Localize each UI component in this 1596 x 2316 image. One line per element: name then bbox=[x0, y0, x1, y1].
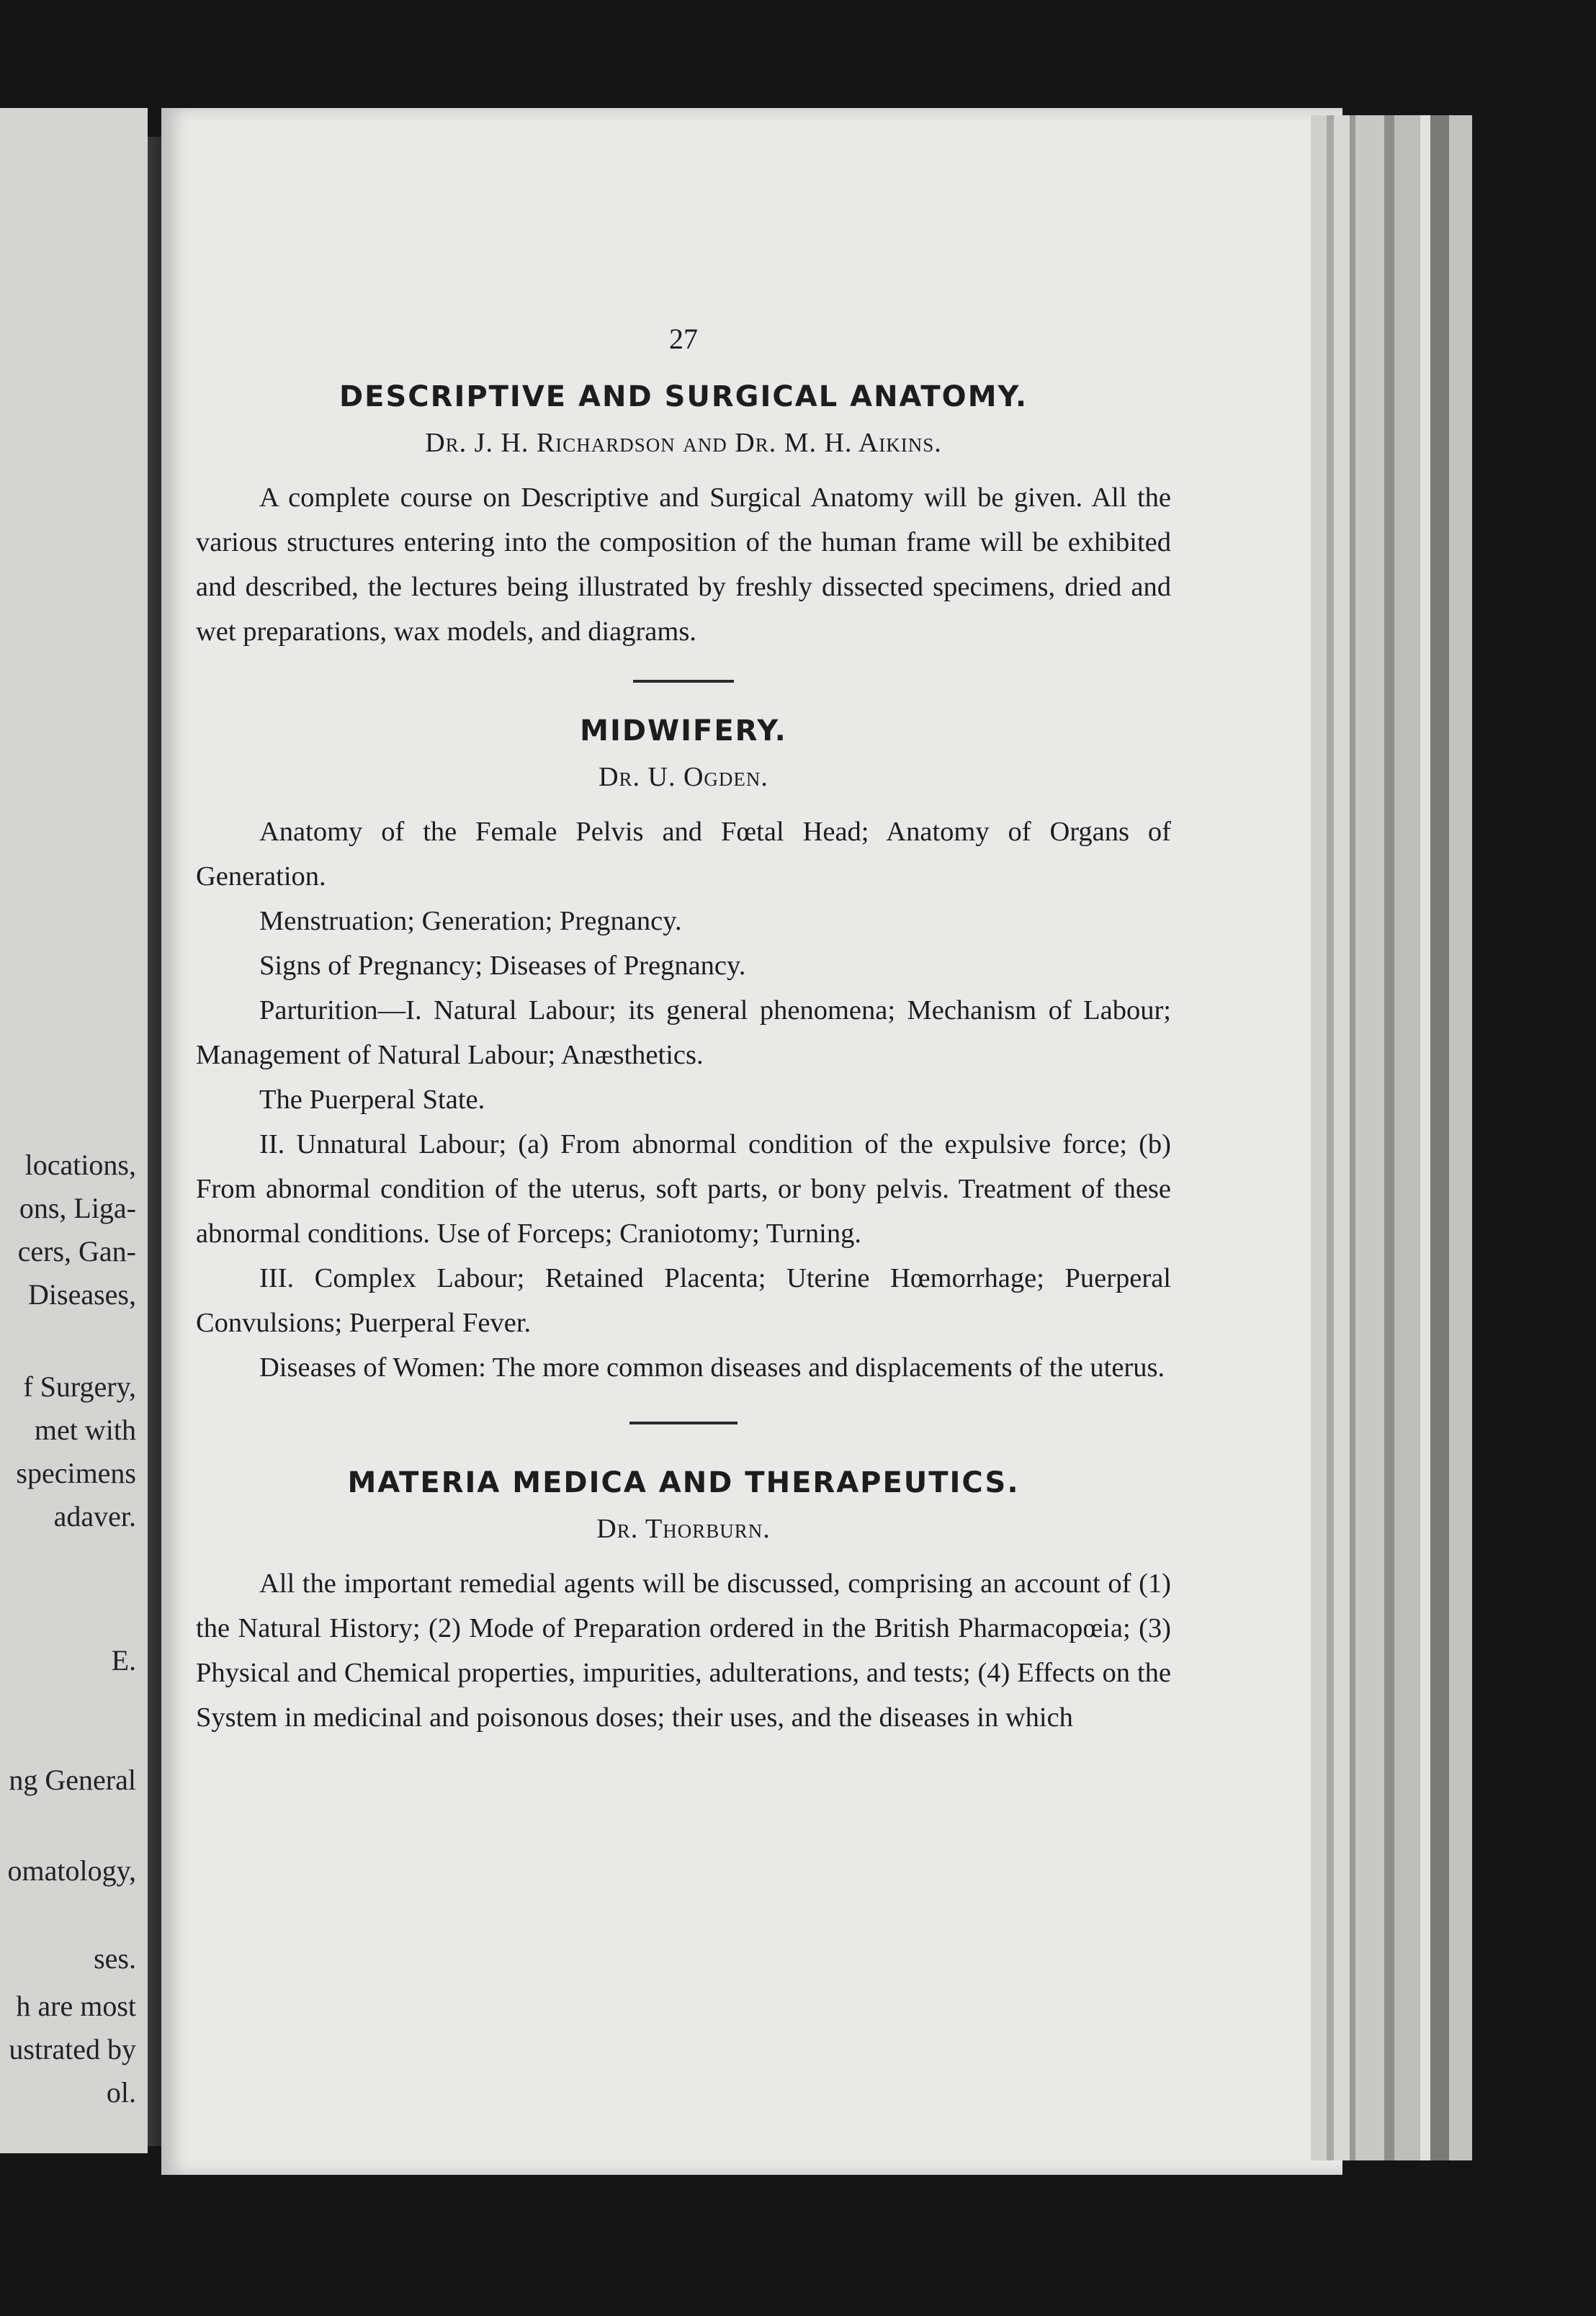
paragraph: II. Unnatural Labour; (a) From abnormal condition of the expulsive force; (b) From abnormal condition of the uterus, soft parts, or bony pelvis. Treatment of these abnormal conditions. Use of Forceps; Craniotomy; Turning. bbox=[196, 1129, 1171, 1249]
section-midwifery bbox=[196, 709, 1171, 1390]
left-text-fragment: met with bbox=[34, 1414, 136, 1446]
paragraph: Menstruation; Generation; Pregnancy. bbox=[259, 906, 682, 936]
paragraph: III. Complex Labour; Retained Placenta; Uterine Hœmorrhage; Puerperal Convulsions; Puerperal Fever. bbox=[196, 1263, 1171, 1338]
section-title: MIDWIFERY. bbox=[580, 714, 787, 748]
left-text-fragment: E. bbox=[111, 1644, 136, 1677]
page-content bbox=[196, 317, 1171, 1740]
facing-page-left bbox=[0, 108, 148, 2153]
section-divider bbox=[633, 680, 734, 683]
section-anatomy bbox=[196, 374, 1171, 654]
section-byline: Dr. Thorburn. bbox=[596, 1514, 771, 1544]
page-number: 27 bbox=[669, 323, 698, 355]
left-text-fragment: omatology, bbox=[7, 1854, 136, 1887]
left-text-fragment: cers, Gan- bbox=[17, 1235, 136, 1267]
paragraph: All the important remedial agents will be discussed, comprising an account of (1) the Natural History; (2) Mode of Preparation ordered in the British Pharmacopœia; (3) Physical and Chemical properties, impurities, adulterations, and tests; (4) Effects on the System in medicinal and poisonous doses; their uses, and the diseases in which bbox=[196, 1568, 1171, 1733]
left-text-fragment: ustrated by bbox=[9, 2033, 136, 2065]
section-byline: Dr. U. Ogden. bbox=[598, 762, 768, 792]
left-text-fragment: Diseases, bbox=[28, 1278, 136, 1311]
page-edge bbox=[1334, 115, 1350, 2160]
paragraph: Parturition—I. Natural Labour; its general phenomena; Mechanism of Labour; Management of Natural Labour; Anæsthetics. bbox=[196, 995, 1171, 1070]
left-text-fragment: ol. bbox=[106, 2076, 136, 2109]
section-title: MATERIA MEDICA AND THERAPEUTICS. bbox=[347, 1466, 1020, 1499]
page-edge bbox=[1384, 115, 1394, 2160]
left-text-fragment: ses. bbox=[94, 1942, 136, 1975]
paragraph: Signs of Pregnancy; Diseases of Pregnancy. bbox=[259, 951, 746, 981]
section-byline: Dr. J. H. Richardson and Dr. M. H. Aikins. bbox=[425, 428, 942, 458]
page-edge bbox=[1311, 115, 1327, 2160]
page-edge bbox=[1420, 115, 1430, 2160]
page-edge bbox=[1350, 115, 1355, 2160]
left-text-fragment: f Surgery, bbox=[23, 1370, 136, 1403]
paragraph: Anatomy of the Female Pelvis and Fœtal Head; Anatomy of Organs of Generation. bbox=[196, 817, 1171, 892]
left-text-fragment: ng General bbox=[9, 1764, 136, 1796]
page-edge bbox=[1355, 115, 1384, 2160]
page-edge bbox=[1430, 115, 1449, 2160]
section-divider bbox=[629, 1422, 738, 1424]
left-text-fragment: h are most bbox=[16, 1990, 136, 2022]
page-edge bbox=[1394, 115, 1420, 2160]
left-text-fragment: specimens bbox=[16, 1457, 136, 1489]
paragraph: A complete course on Descriptive and Surgical Anatomy will be given. All the various structures entering into the composition of the human frame will be exhibited and described, the lectures being illustrated by freshly dissected specimens, dried and wet preparations, wax models, and diagrams. bbox=[196, 482, 1171, 647]
page-edge bbox=[1327, 115, 1334, 2160]
left-text-fragment: locations, bbox=[24, 1149, 136, 1181]
page-edge bbox=[1449, 115, 1472, 2160]
paragraph: Diseases of Women: The more common diseases and displacements of the uterus. bbox=[259, 1352, 1165, 1383]
section-title: DESCRIPTIVE AND SURGICAL ANATOMY. bbox=[339, 380, 1028, 413]
paragraph: The Puerperal State. bbox=[259, 1085, 485, 1115]
left-text-fragment: ons, Liga- bbox=[19, 1192, 136, 1224]
section-materia-medica bbox=[196, 1460, 1171, 1740]
left-text-fragment: adaver. bbox=[53, 1500, 136, 1532]
